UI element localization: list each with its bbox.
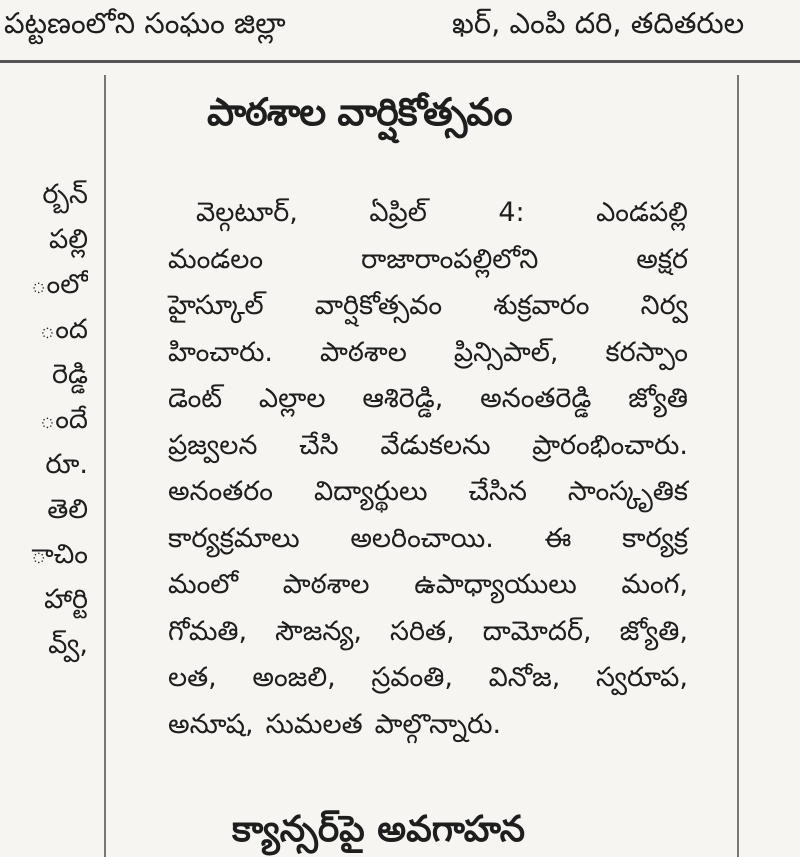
- left-column-fragment: ంద: [39, 314, 88, 345]
- top-text-right: ఖర్, ఎంపి దరి, తదితరుల: [452, 6, 745, 40]
- left-column-fragment: ర్బన్: [42, 179, 88, 210]
- left-column-fragment: వ్వ్,: [48, 629, 88, 660]
- previous-article-line: [0, 0, 800, 50]
- article-line: ప్రజ్వలన చేసి వేడుకలను ప్రారంభించారు.: [168, 429, 688, 461]
- article-line: లత, అంజలి, స్రవంతి, వినోజ, స్వరూప,: [168, 662, 688, 693]
- left-column-fragment: హార్టి: [44, 584, 88, 615]
- column-divider-left: [104, 75, 106, 857]
- article-line: మంలో పాఠశాల ఉపాధ్యాయులు మంగ,: [168, 569, 688, 600]
- left-column-fragment: ాచిం: [31, 539, 88, 570]
- left-column-fragment: పల్లి: [49, 224, 88, 255]
- article-line: హైస్కూల్ వార్షికోత్సవం శుక్రవారం నిర్వ: [168, 290, 688, 321]
- article-line: కార్యక్రమాలు అలరించాయి. ఈ కార్యక్ర: [168, 522, 688, 554]
- article-line: డెంట్ ఎల్లాల ఆశిరెడ్డి, అనంతరెడ్డి జ్యోతి: [168, 383, 688, 414]
- next-article-headline: క్యాన్సర్‌పై అవగాహన: [232, 809, 526, 850]
- left-column-clipped-text: [0, 178, 88, 738]
- article-line: మండలం రాజారాంపల్లిలోని అక్షర: [168, 243, 688, 275]
- left-column-fragment: ంలో: [30, 269, 88, 300]
- article-line: హించారు. పాఠశాల ప్రిన్సిపాల్, కరస్పాం: [168, 336, 688, 368]
- article-line: గోమతి, సౌజన్య, సరిత, దామోదర్, జ్యోతి,: [168, 615, 688, 647]
- article-line: అనూష, సుమలత పాల్గొన్నారు.: [168, 708, 502, 740]
- left-column-fragment: రూ.: [45, 449, 88, 480]
- left-column-fragment: రెడ్డి: [52, 359, 88, 390]
- left-column-fragment: ందే: [39, 404, 88, 435]
- column-divider-right: [737, 75, 739, 857]
- left-column-fragment: తెలి: [47, 494, 88, 525]
- horizontal-rule: [0, 60, 800, 63]
- article-headline: పాఠశాల వార్షికోత్సవం: [207, 90, 512, 134]
- article-line: అనంతరం విద్యార్థులు చేసిన సాంస్కృతిక: [168, 476, 688, 507]
- article-line: వెల్గటూర్, ఏప్రిల్ 4: ఎండపల్లి: [196, 197, 688, 228]
- top-text-left: పట్టణంలోని సంఘం జిల్లా: [4, 6, 286, 40]
